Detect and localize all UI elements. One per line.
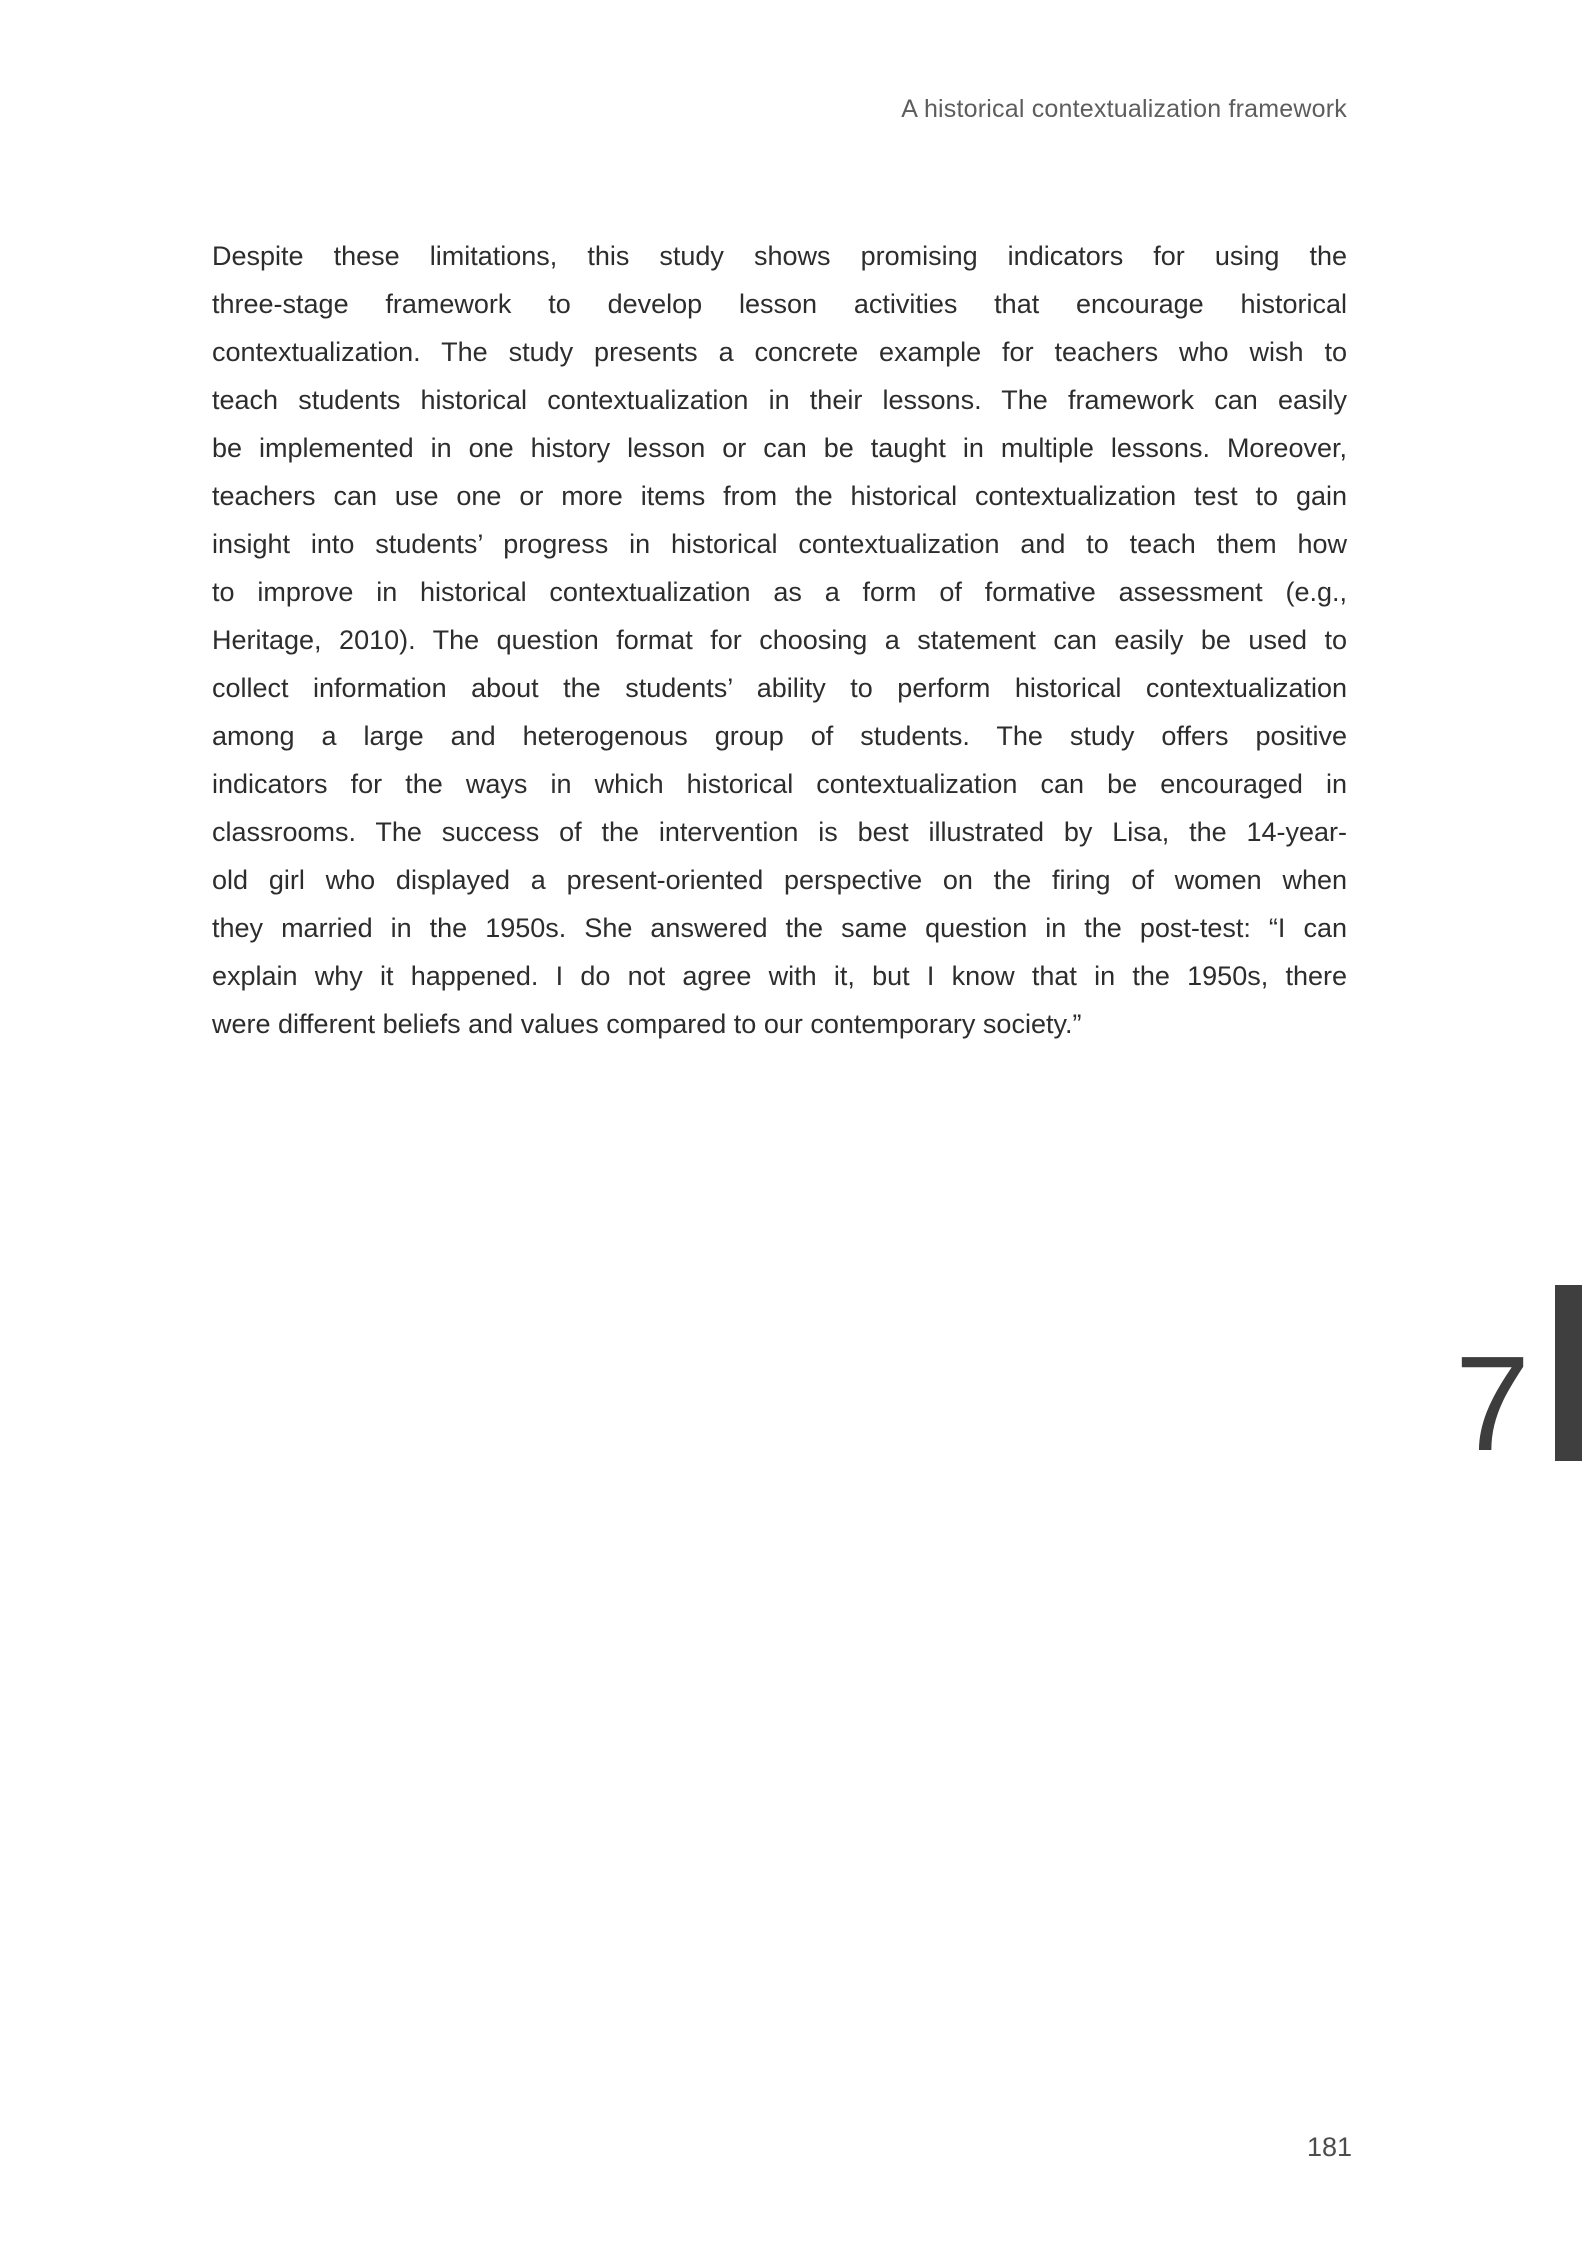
paragraph-line: contextualization. The study presents a concrete example for teachers who wish to — [212, 337, 1347, 367]
paragraph-line: indicators for the ways in which historical contextualization can be encouraged in — [212, 769, 1347, 799]
paragraph-line: classrooms. The success of the intervention is best illustrated by Lisa, the 14-year- — [212, 817, 1347, 847]
page-number: 181 — [1306, 2132, 1352, 2162]
chapter-number: 7 — [1454, 1328, 1530, 1479]
paragraph-line: they married in the 1950s. She answered the same question in the post-test: “I can — [212, 913, 1347, 943]
paragraph-line: three-stage framework to develop lesson activities that encourage historical — [212, 289, 1347, 319]
paragraph-line: Heritage, 2010). The question format for choosing a statement can easily be used to — [212, 625, 1347, 655]
paragraph-line: teach students historical contextualization in their lessons. The framework can easily — [212, 385, 1347, 415]
paragraph-line: old girl who displayed a present-oriented perspective on the firing of women when — [212, 865, 1347, 895]
paragraph-line: among a large and heterogenous group of students. The study offers positive — [212, 721, 1347, 751]
paragraph-line: insight into students’ progress in historical contextualization and to teach them how — [212, 529, 1347, 559]
paragraph-line: explain why it happened. I do not agree with it, but I know that in the 1950s, there — [212, 961, 1347, 991]
paragraph-line: be implemented in one history lesson or can be taught in multiple lessons. Moreover, — [212, 433, 1347, 463]
paragraph-line: collect information about the students’ ability to perform historical contextualization — [212, 673, 1347, 703]
running-header: A historical contextualization framework — [901, 95, 1347, 123]
chapter-tab-marker — [1555, 1285, 1582, 1461]
body-paragraph — [212, 232, 1347, 1048]
paragraph-line: to improve in historical contextualization as a form of formative assessment (e.g., — [212, 577, 1347, 607]
paragraph-line: were different beliefs and values compared to our contemporary society.” — [212, 1009, 1082, 1039]
paragraph-line: Despite these limitations, this study shows promising indicators for using the — [212, 241, 1347, 271]
paragraph-line: teachers can use one or more items from the historical contextualization test to gain — [212, 481, 1347, 511]
